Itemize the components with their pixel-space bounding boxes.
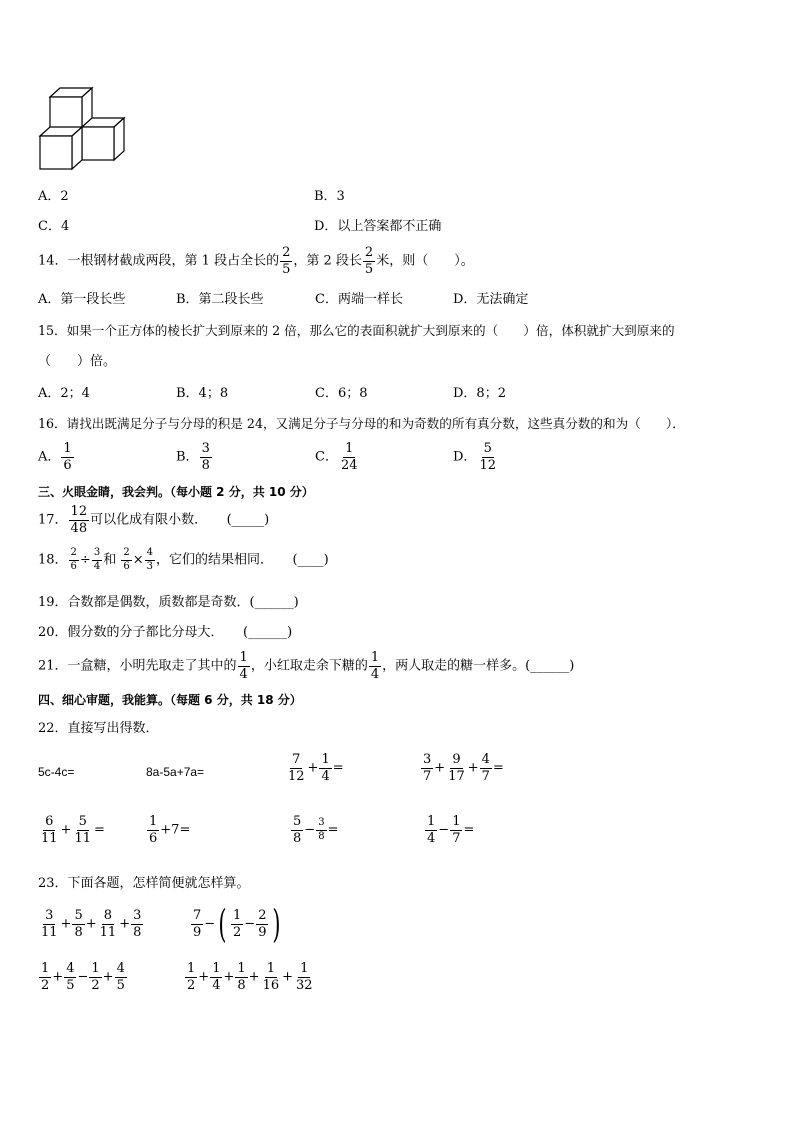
q22-expr-1: 5c-4c= [38,765,75,779]
q15-option-b: B．4；8 [176,386,229,401]
q14-option-d: D．无法确定 [453,292,529,307]
q16-option-b: B． $\frac{3}{8}$ [176,441,210,473]
q23-expr-4: $\frac{1}{2}$ + $\frac{1}{4}$ + $\frac{1}{8}$ + $\frac{1}{16}$ + $\frac{1}{32}$ [187,961,313,993]
q16-option-c: C． $\frac{1}{24}$ [315,441,358,473]
section-3-heading: 三、火眼金睛，我会判。（每小题 2 分，共 10 分） [38,485,314,499]
q22-expr-3: $\frac{7}{12}$ + $\frac{1}{4}$ = [288,752,344,784]
section-4-heading: 四、细心审题，我能算。（每题 6 分，共 18 分） [38,693,302,707]
q15-option-a: A．2；4 [38,386,90,401]
question-17: 17． $\frac{12}{48}$ 可以化成有限小数． (_____) [38,504,270,536]
q22-expr-8: $\frac{1}{4}$ − $\frac{1}{7}$ = [427,814,475,846]
q16-option-d: D． $\frac{5}{12}$ [453,441,496,473]
question-19: 19．合数都是偶数，质数都是奇数．(______) [38,595,299,610]
q15-option-c: C．6；8 [315,386,368,401]
q15-option-d: D．8；2 [453,386,506,401]
q22-expr-5: $\frac{6}{11}$ + $\frac{5}{11}$ = [41,814,105,846]
q13-option-b: B．3 [314,189,345,204]
question-14: 14．一根钢材截成两段，第 1 段占全长的 $\frac{2}{5}$ ，第 2 段长 $\frac{2}{5}$ 米，则（ ）。 [38,245,474,277]
cube-figure [36,84,128,174]
q22-expr-4: $\frac{3}{7}$ + $\frac{9}{17}$ + $\frac{4}{7}$ = [423,752,504,784]
q13-option-c: C．4 [38,219,70,234]
q22-expr-6: $\frac{1}{6}$ +7= [149,814,191,846]
q23-expr-1: $\frac{3}{11}$ + $\frac{5}{8}$ + $\frac{8}{11}$ + $\frac{3}{8}$ [41,908,142,940]
q14-option-b: B．第二段长些 [176,292,264,307]
question-20: 20．假分数的分子都比分母大． (______) [38,625,293,640]
q14-option-a: A．第一段长些 [38,292,126,307]
q13-option-d: D．以上答案都不正确 [314,219,442,234]
question-16: 16．请找出既满足分子与分母的积是 24，又满足分子与分母的和为奇数的所有真分数，这些真分数的和为（ ）． [38,416,685,431]
question-22-title: 22．直接写出得数． [38,721,159,736]
question-23-title: 23．下面各题，怎样简便就怎样算。 [38,876,250,891]
question-18: 18． $\frac{2}{6}$ ÷ $\frac{3}{4}$ 和 $\frac{2}{6}$ × $\frac{4}{3}$ ，它们的结果相同． (____) [38,547,329,572]
q22-expr-7: $\frac{5}{8}$ − $\frac{3}{8}$ = [293,814,339,846]
question-15-line2: （ ）倍。 [38,354,117,369]
q14-option-c: C．两端一样长 [315,292,403,307]
q23-expr-3: $\frac{1}{2}$ + $\frac{4}{5}$ − $\frac{1}{2}$ + $\frac{4}{5}$ [41,961,125,993]
q22-expr-2: 8a-5a+7a= [146,765,205,779]
question-15-line1: 15．如果一个正方体的棱长扩大到原来的 2 倍，那么它的表面积就扩大到原来的（ ）倍，体积就扩大到原来的 [38,323,675,338]
question-21: 21．一盒糖，小明先取走了其中的 $\frac{1}{4}$ ，小红取走余下糖的 $\frac{1}{4}$ ，两人取走的糖一样多。(______) [38,650,575,682]
q23-expr-2: $\frac{7}{9}$ −( $\frac{1}{2}$ − $\frac{2}{9}$ ) [193,902,281,946]
q13-option-a: A．2 [38,189,69,204]
q16-option-a: A． $\frac{1}{6}$ [38,441,72,473]
